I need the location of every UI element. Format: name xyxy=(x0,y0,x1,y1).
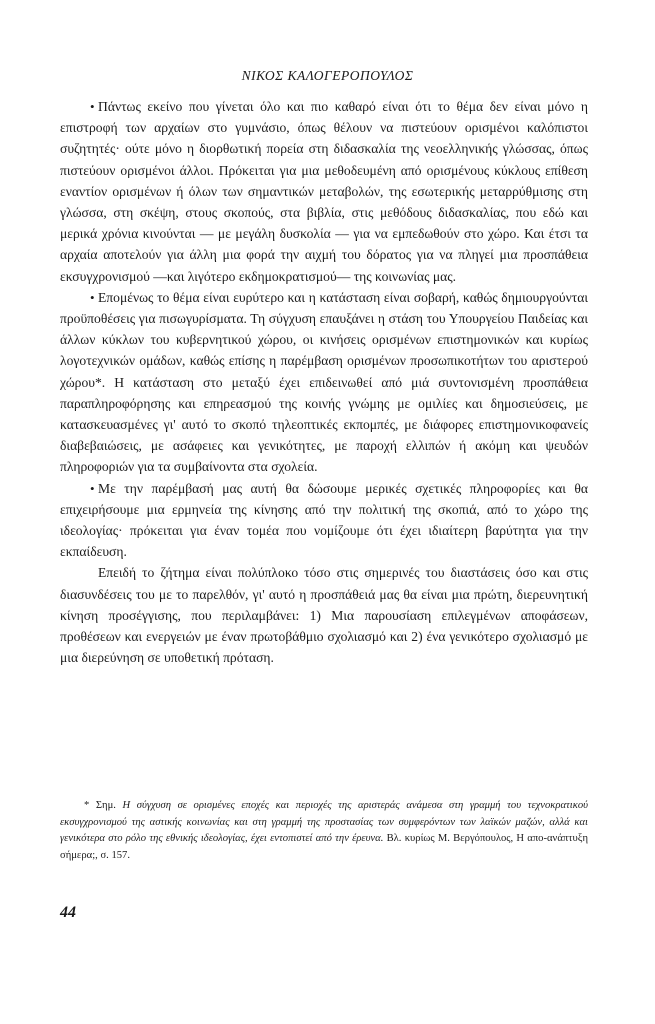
paragraph-2-text: Επομένως το θέμα είναι ευρύτερο και η κατάσταση είναι σοβαρή, καθώς δημιουργούνται προϋποθέσεις για πισωγυρίσματα. Τη σύγχυση επαυξάνει η στάση του Υπουργείου Παιδείας και άλλων κύκλων του κυβερνητικού χώρου, οι κινήσεις ορισμένων επιστημονικών και κυρίως λογοτεχνικών ομάδων, καθώς επίσης η παρέμβαση ορισμένων προσωπικοτήτων του αριστερού χώρου*. Η κατάσταση στο μεταξύ έχει επιδεινωθεί από μιά συντονισμένη προσπάθεια παραπληροφόρησης και επηρεασμού της κοινής γνώμης με ομιλίες και δημοσιεύσεις, με κατασκευασμένες γι' αυτό το σκοπό τηλεοπτικές εκπομπές, με διάφορες επιστημονικοφανείς διαβεβαιώσεις, με ασάφειες και γενικότητες, με παροχή ελλιπών ή ακόμη και ψευδών πληροφοριών για τα συμβαίνοντα στα σχολεία. xyxy=(60,289,588,475)
footnote-reference: Βλ. κυρίως Μ. Βεργόπουλος, Η απο-ανάπτυξη σήμερα;, σ. 157. xyxy=(60,833,588,861)
paragraph-4 xyxy=(60,562,588,668)
paragraph-3-text: Με την παρέμβασή μας αυτή θα δώσουμε μερικές σχετικές πληροφορίες και θα επιχειρήσουμε μια ερμηνεία της κίνησης από την πολιτική της σκοπιά, από το χώρο της ιδεολογίας· πρόκειται για έναν τομέα που νομίζουμε ότι έχει ιδιαίτερη βαρύτητα για την εκπαίδευση. xyxy=(60,480,588,560)
paragraph-2 xyxy=(60,287,588,478)
paragraph-4-text: Επειδή το ζήτημα είναι πολύπλοκο τόσο στις σημερινές του διαστάσεις όσο και στις διασυνδέσεις του με το παρελθόν, γι' αυτό η προσπάθειά μας θα είναι μια πρώτη, διερευνητική κίνηση προσέγγισης, που περιλαμβάνει: 1) Μια παρουσίαση επιλεγμένων αποφάσεων, προθέσεων και ενεργειών με έναν πρωτοβάθμιο σχολιασμό και 2) ένα γενικότερο σχολιασμό με μια διερεύνηση σε υποθετική πρόταση. xyxy=(60,565,588,666)
paragraph-1 xyxy=(60,96,588,287)
bullet-icon: • xyxy=(90,289,95,305)
paragraph-1-text: Πάντως εκείνο που γίνεται όλο και πιο καθαρό είναι ότι το θέμα δεν είναι μόνο η επιστροφή των αρχαίων στο γυμνάσιο, όπως θέλουν να πιστεύουν ορισμένοι καλόπιστοι συζητητές· ούτε μόνο η διορθωτική πορεία στη διδασκαλία της νεοελληνικής γλώσσας, όπως πιστεύουν ορισμένοι άλλοι. Πρόκειται για μια μεθοδευμένη από ορισμένους κύκλους επίθεση εναντίον ορισμένων ή όλων των σημαντικών μεταβολών, της εσωτερικής μεταρρύθμισης στη γλώσσα, στη σκέψη, στους σκοπούς, στα βιβλία, στις μεθόδους διδασκαλίας, που εδώ και μερικά χρόνια κινούνται — με μεγάλη δυσκολία — για να εμπεδωθούν στο χώρο. Και έτσι τα αρχαία αποτελούν για άλλη μια φορά την αιχμή του δόρατος για να πληγεί μια προσπάθεια εκσυγχρονισμού —και λιγότερο εκδημοκρατισμού— της κοινωνίας μας. xyxy=(60,99,588,284)
bullet-icon: • xyxy=(90,480,95,496)
main-text-body xyxy=(60,96,588,668)
bullet-icon: • xyxy=(90,99,95,114)
page-number: 44 xyxy=(60,904,76,921)
running-header-author: ΝΙΚΟΣ ΚΑΛΟΓΕΡΟΠΟΥΛΟΣ xyxy=(241,68,414,83)
footnote-marker: * Σημ. xyxy=(84,800,116,811)
footnote xyxy=(60,798,588,864)
paragraph-3 xyxy=(60,478,588,563)
footnote-text: Η σύγχυση σε ορισμένες εποχές και περιοχές της αριστεράς ανάμεσα στη γραμμή του τεχνοκρατικού εκσυγχρονισμού της αστικής κοινωνίας και στη γραμμή της προστασίας των συμφερόντων των λαϊκών μαζών, αλλά και γενικότερα στο ρόλο της εθνικής ιδεολογίας, έχει εντοπιστεί από την έρευνα. xyxy=(60,800,588,844)
